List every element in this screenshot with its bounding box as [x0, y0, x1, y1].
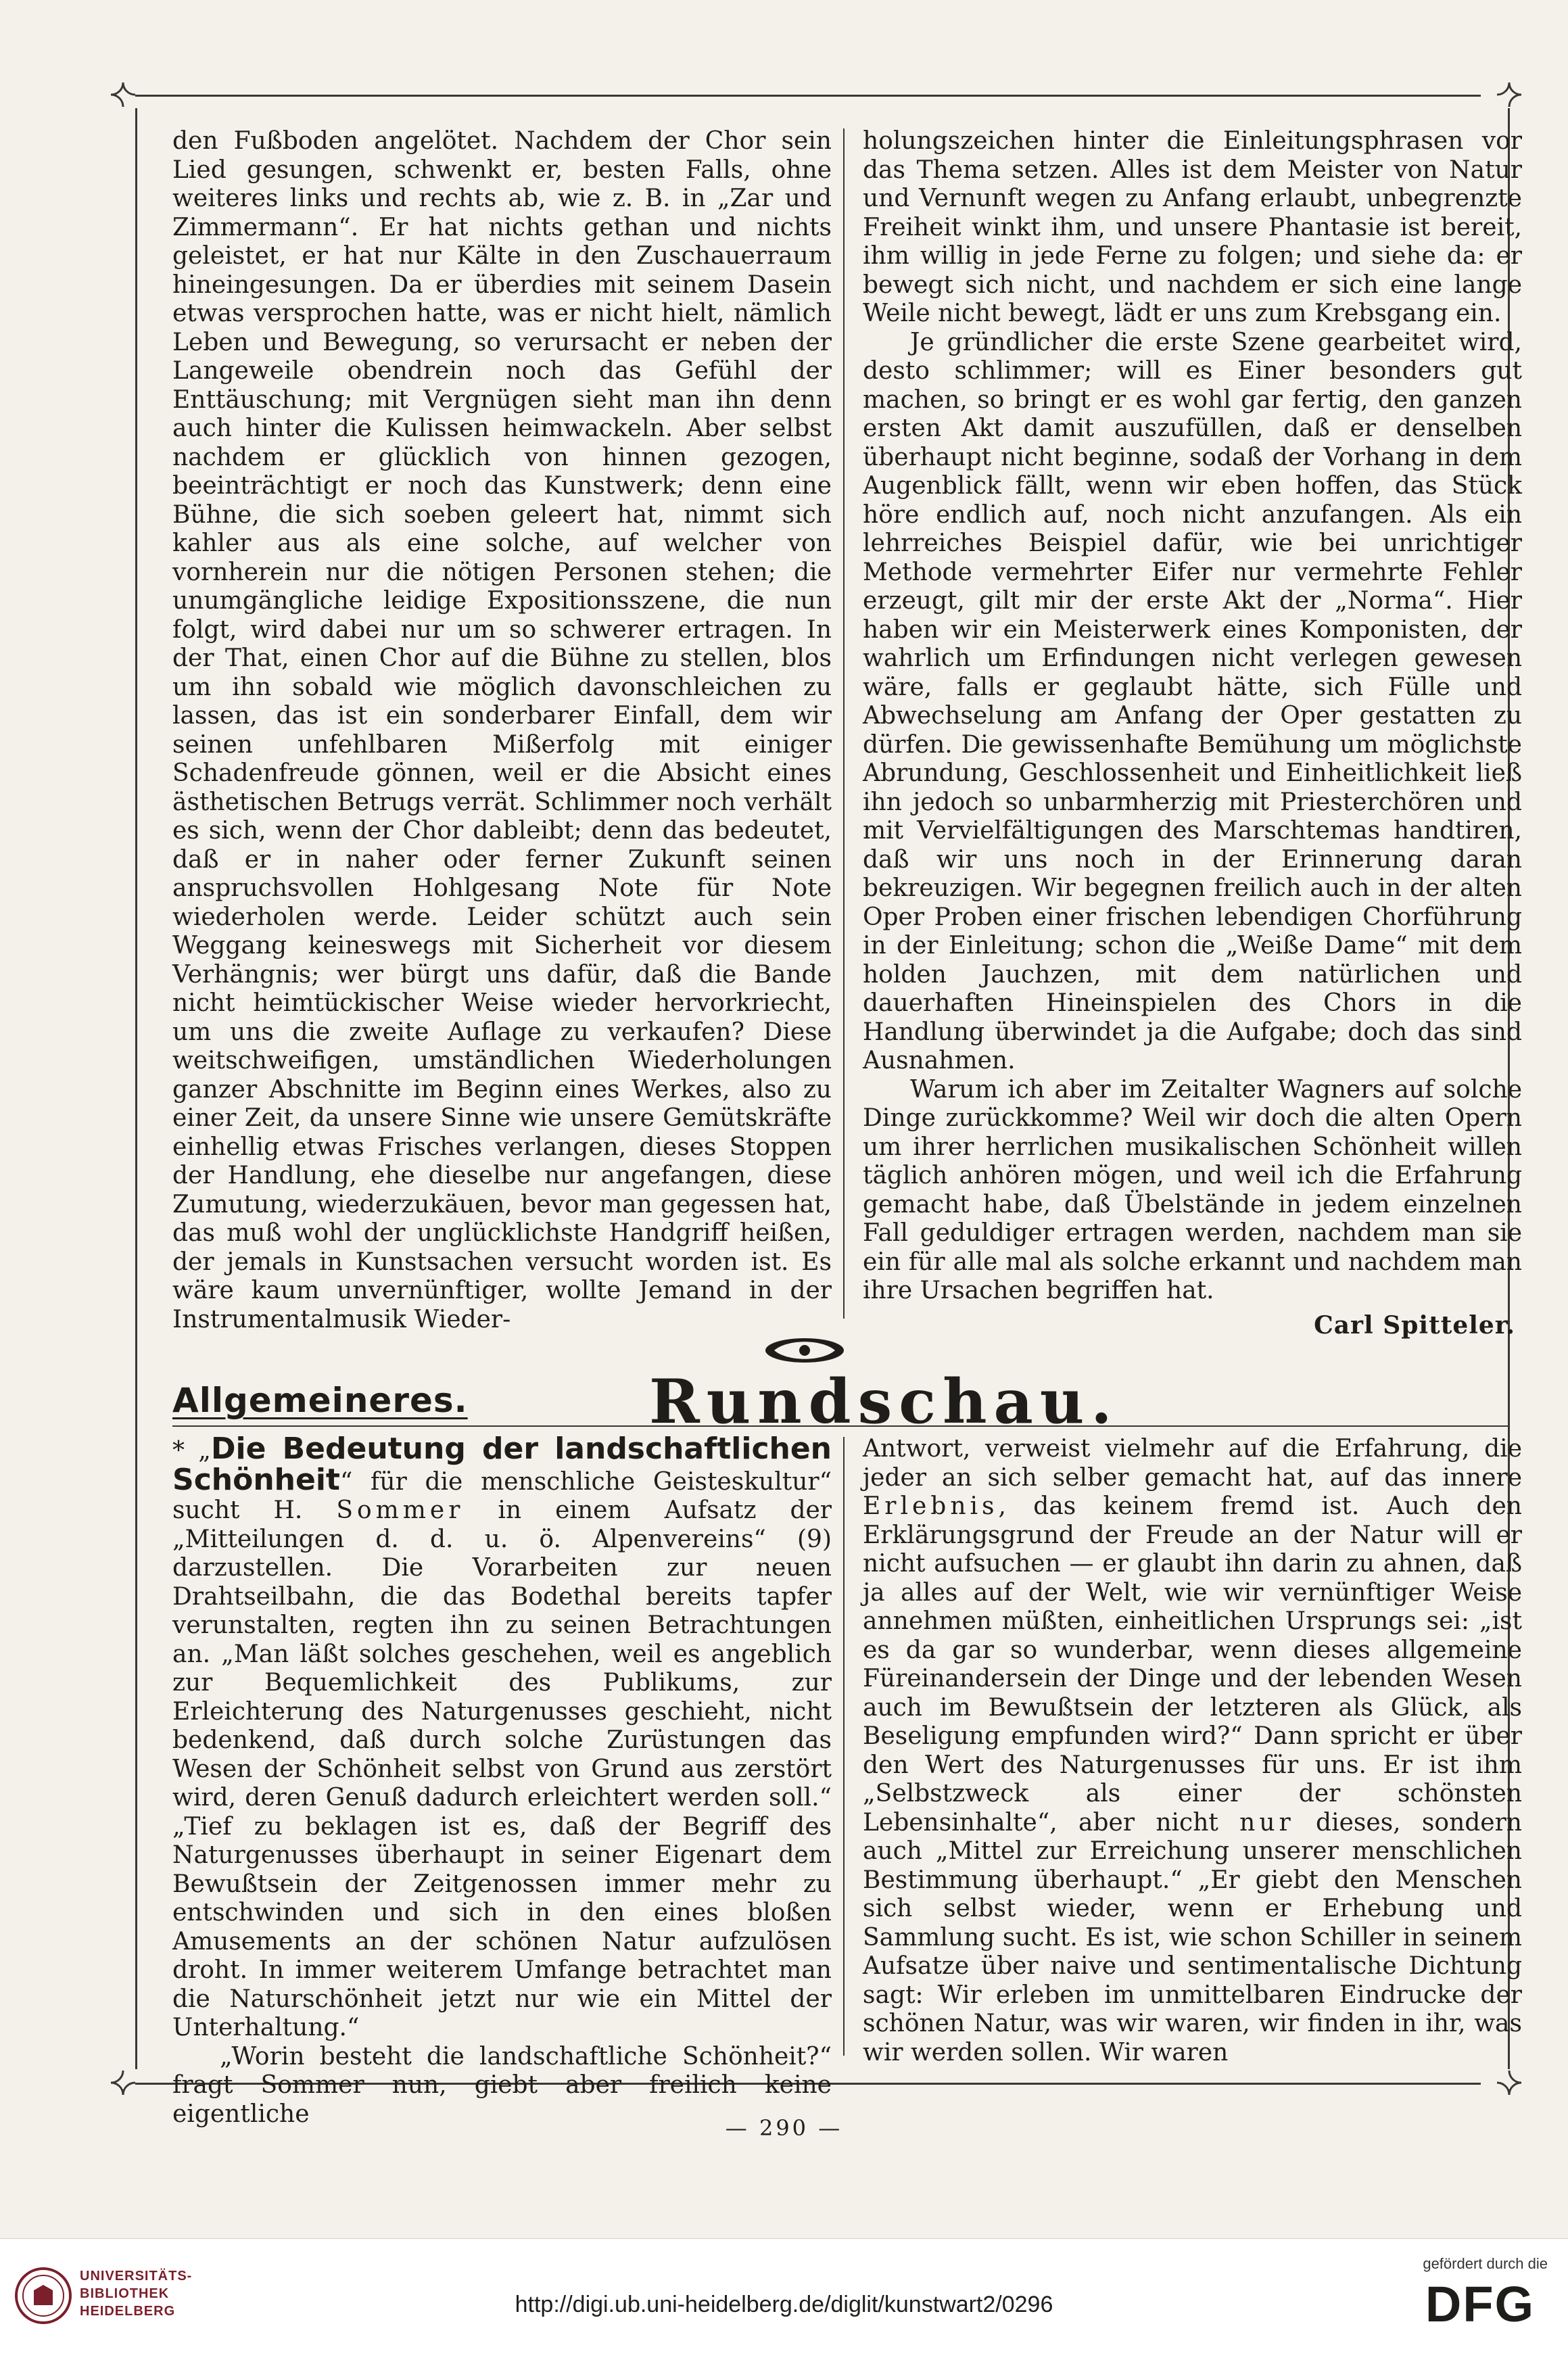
section-label: Allgemeineres.	[172, 1381, 468, 1420]
paragraph: den Fußboden angelötet. Nachdem der Chor sein Lied gesungen, schwenkt er, besten Falls, ohne weiteres links und rechts ab, wie z. B. in „Zar und Zimmermann“. Er hat nichts gethan und nichts geleistet, er hat nur Kälte in den Zuschauerraum hineingesungen. Da er überdies mit seinem Dasein etwas versprochen hatte, was er nicht hielt, nämlich Leben und Bewegung, so verursacht er neben der Langeweile obendrein noch das Gefühl der Enttäuschung; mit Vergnügen sieht man ihn denn auch hinter die Kulissen heimwackeln. Aber selbst nachdem er glücklich von hinnen gezogen, beeinträchtigt er noch das Kunstwerk; denn eine Bühne, die sich soeben geleert hat, nimmt sich kahler aus als eine solche, auf welcher von vornherein nur die nötigen Personen stehen; die unumgängliche leidige Expositionsszene, die nun folgt, wird dabei nur um so schwerer ertragen. In der That, einen Chor auf die Bühne zu stellen, blos um ihn sobald wie möglich davonschleichen zu lassen, das ist ein sonderbarer Einfall, dem wir seinen unfehlbaren Mißerfolg mit einiger Schadenfreude gönnen, weil er die Absicht eines ästhetischen Betrugs verrät. Schlimmer noch verhält es sich, wenn der Chor dableibt; denn das bedeutet, daß er in naher oder ferner Zukunft seinen anspruchsvollen Hohlgesang Note für Note wiederholen werde. Leider schützt auch sein Weggang keineswegs mit Sicherheit vor diesem Verhängnis; wer bürgt uns dafür, daß die Bande nicht heimtückischer Weise wieder hervorkriecht, um uns die zweite Auflage zu verkaufen? Diese weitschweifigen, umständlichen Wiederholungen ganzer Abschnitte im Beginn eines Werkes, also zu einer Zeit, da unsere Sinne wie unsere Gemütskräfte einhellig etwas Frisches verlangen, dieses Stoppen der Handlung, ehe dieselbe nur angefangen, diese Zumutung, wiederzukäuen, bevor man gegessen hat, das muß wohl der unglücklichste Handgriff heißen, der jemals in Kunstsachen versucht worden ist. Es wäre kaum unvernünftiger, wollte Jemand in der Instrumentalmusik Wieder-	[172, 127, 832, 1333]
library-name-line: HEIDELBERG	[80, 2304, 176, 2319]
paragraph: holungszeichen hinter die Einleitungsphrasen vor das Thema setzen. Alles ist dem Meister von Natur und Vernunft wegen zu Anfang erlaubt, unbegrenzte Freiheit winkt ihm, und unsere Phantasie ist bereit, ihm willig in jede Ferne zu folgen; und siehe da: er bewegt sich nicht, und nachdem er sich eine lange Weile nicht bewegt, lädt er uns zum Krebsgang ein.	[863, 127, 1522, 327]
text-run: Antwort, verweist vielmehr auf die Erfahrung, die jeder an sich selber gemacht hat, auf das innere	[863, 1435, 1522, 1492]
column-divider-bottom	[843, 1437, 845, 2056]
funder-note: gefördert durch die	[1423, 2255, 1548, 2272]
text-run: , das keinem fremd ist. Auch den Erklärungsgrund der Freude an der Natur will er nicht aufsuchen — er glaubt ihn darin zu ahnen, daß ja alles auf der Welt, wie wir vernünftiger Weise annehmen müßten, einheitlichen Ursprungs sei: „ist es da gar so wunderbar, wenn dieses allgemeine Füreinandersein der Dinge und der lebenden Wesen auch im Bewußtsein der letzteren als Glück, als Beseligung empfunden wird?“ Dann spricht er über den Wert des Naturgenusses für uns. Er ist ihm „Selbstzweck als einer der schönsten Lebensinhalte“, aber nicht	[863, 1492, 1522, 1837]
paragraph: „Worin besteht die landschaftliche Schönheit?“ fragt Sommer nun, giebt aber freilich keine eigentliche	[172, 2042, 832, 2128]
dfg-logo-text: DFG	[1425, 2277, 1536, 2331]
lead-marker: * „	[172, 1437, 211, 1465]
frame-left-rule	[135, 108, 137, 2069]
section-title: Rundschau.	[649, 1366, 1119, 1438]
corner-ornament-bottom-left	[108, 2068, 138, 2098]
emphasis-word: nur	[1239, 1808, 1295, 1837]
review-column-right	[863, 1435, 1522, 2066]
corner-ornament-top-right	[1494, 80, 1524, 110]
lead-heading: Die Bedeutung der landschaftlichen Schönheit	[172, 1432, 832, 1497]
page-number: — 290 —	[725, 2115, 843, 2141]
section-rule	[172, 1425, 1508, 1427]
paragraph	[172, 1432, 832, 2043]
separator-ornament	[761, 1335, 849, 1366]
emphasis-word: Erlebnis	[863, 1492, 999, 1520]
source-url-link[interactable]: http://digi.ub.uni-heidelberg.de/diglit/kunstwart2/0296	[515, 2292, 1053, 2317]
paragraph	[863, 1435, 1522, 2067]
library-name-line: BIBLIOTHEK	[80, 2286, 170, 2301]
dfg-logo[interactable]	[1412, 2277, 1548, 2331]
frame-top-rule	[135, 95, 1481, 97]
author-name: Sommer	[336, 1496, 465, 1524]
article-column-left	[172, 127, 832, 1333]
text-run: dieses, sondern auch „Mittel zur Erreichung unserer menschlichen Bestimmung überhaupt.“ „Er giebt den Menschen sich selbst wieder, wenn er Erhebung und Sammlung sucht. Es ist, wie schon Schiller in seinem Aufsatze über naive und sentimentalische Dichtung sagt: Wir erleben im unmittelbaren Eindrucke der schönen Natur, was wir waren, wir finden in ihr, was wir werden sollen. Wir waren	[863, 1808, 1522, 2066]
paragraph: Warum ich aber im Zeitalter Wagners auf solche Dinge zurückkomme? Weil wir doch die alten Opern um ihrer herrlichen musikalischen Schönheit willen täglich anhören mögen, und weil ich die Erfahrung gemacht habe, daß Übelstände in jedem einzelnen Fall geduldiger ertragen werden, nachdem man sie ein für alle mal als solche erkannt und nachdem man ihre Ursachen begriffen hat.	[863, 1075, 1522, 1304]
corner-ornament-top-left	[108, 80, 138, 110]
paragraph: Je gründlicher die erste Szene gearbeitet wird, desto schlimmer; will es Einer besonders gut machen, so bringt er es wohl gar fertig, den ganzen ersten Akt damit auszufüllen, daß er denselben überhaupt nicht beginne, sodaß der Vorhang in dem Augenblick fällt, wenn wir eben hoffen, das Stück höre endlich auf, noch nicht anzufangen. Als ein lehrreiches Beispiel dafür, wie bei unrichtiger Methode vermehrter Eifer nur vermehrte Fehler erzeugt, gilt mir der erste Akt der „Norma“. Hier haben wir ein Meisterwerk eines Komponisten, der wahrlich um Erfindungen nicht verlegen gewesen wäre, falls er geglaubt hätte, sich Fülle und Abwechselung am Anfang der Oper gestatten zu dürfen. Die gewissenhafte Bemühung um möglichste Abrundung, Geschlossenheit und Einheitlichkeit ließ ihn jedoch so unbarmherzig mit Priesterchören und mit Vervielfältigungen des Marschtemas handtiren, daß wir uns noch in der Erinnerung daran bekreuzigen. Wir begegnen freilich auch in der alten Oper Proben einer frischen lebendigen Chorführung in der Einleitung; schon die „Weiße Dame“ mit dem holden Jauchzen, mit dem natürlichen und dauerhaften Hineinspielen des Chors in die Handlung überwindet ja die Aufgabe; doch das sind Ausnahmen.	[863, 328, 1522, 1074]
column-divider-top	[843, 128, 845, 1319]
article-column-right	[863, 127, 1522, 1340]
corner-ornament-bottom-right	[1494, 2068, 1524, 2098]
funder-block	[1399, 2255, 1548, 2334]
text-run: in einem Aufsatz der „Mitteilungen d. d. u. ö. Alpenvereins“ (9) darzustellen. Die Vorarbeiten zur neuen Drahtseilbahn, die das Bodethal bereits tapfer verunstalten, regten ihn zu seinen Betrachtungen an. „Man läßt solches geschehen, weil es angeblich zur Bequemlichkeit des Publikums, zur Erleichterung des Naturgenusses geschieht, nicht bedenkend, daß durch solche Zurüstungen das Wesen der Schönheit selbst von Grund aus zerstört wird, deren Genuß dadurch erleichtert werden soll.“ „Tief zu beklagen ist es, daß der Begriff des Naturgenusses überhaupt in seiner Eigenart dem Bewußtsein der Zeitgenossen immer mehr zu entschwinden und sich in den eines bloßen Amusements an der schönen Natur aufzulösen droht. In immer weiterem Umfange betrachtet man die Naturschönheit jetzt nur wie ein Mittel der Unterhaltung.“	[172, 1496, 832, 2041]
review-column-left	[172, 1432, 832, 2128]
library-name-line: UNIVERSITÄTS-	[80, 2269, 193, 2284]
author-signature: Carl Spitteler.	[1314, 1310, 1515, 1340]
digitization-footer	[0, 2238, 1568, 2364]
text-run: “ für die menschliche Geisteskultur“ sucht H.	[172, 1467, 832, 1524]
